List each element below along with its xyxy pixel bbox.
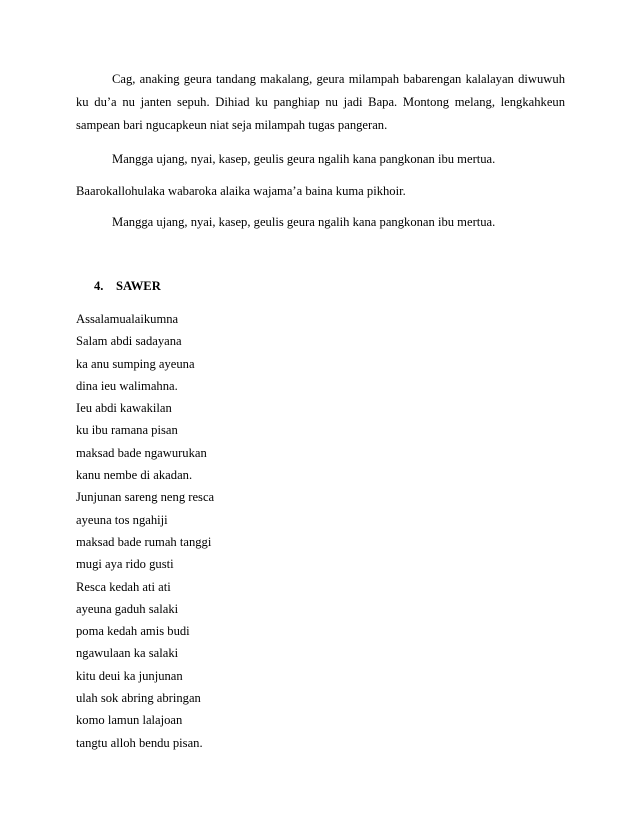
verse-line: Assalamualaikumna bbox=[76, 312, 179, 326]
section-heading bbox=[94, 276, 161, 296]
verse-line: Ieu abdi kawakilan bbox=[76, 401, 172, 416]
section-title: SAWER bbox=[116, 279, 161, 293]
verse-line: poma kedah amis budi bbox=[76, 624, 190, 639]
paragraph-prayer: Baarokallohulaka wabaroka alaika wajama’a baina kuma pikhoir. bbox=[76, 184, 406, 198]
verse-line: maksad bade ngawurukan bbox=[76, 445, 207, 460]
verse-line: Junjunan sareng neng resca bbox=[76, 490, 215, 505]
verse-line: komo lamun lalajoan bbox=[76, 713, 183, 728]
verse-line: ayeuna gaduh salaki bbox=[76, 601, 179, 616]
sawer-verse bbox=[76, 308, 214, 754]
verse-line: Salam abdi sadayana bbox=[76, 334, 182, 349]
verse-line: tangtu alloh bendu pisan. bbox=[76, 735, 203, 750]
verse-line: ayeuna tos ngahiji bbox=[76, 512, 168, 527]
paragraph-invitation-repeat: Mangga ujang, nyai, kasep, geulis geura ngalih kana pangkonan ibu mertua. bbox=[112, 215, 496, 229]
section-number: 4. bbox=[94, 279, 104, 293]
verse-line: maksad bade rumah tanggi bbox=[76, 534, 212, 549]
verse-line: dina ieu walimahna. bbox=[76, 378, 178, 393]
verse-line: kitu deui ka junjunan bbox=[76, 668, 183, 683]
paragraph-invitation: Mangga ujang, nyai, kasep, geulis geura ngalih kana pangkonan ibu mertua. bbox=[112, 152, 496, 166]
verse-line: Resca kedah ati ati bbox=[76, 579, 171, 594]
verse-line: ku ibu ramana pisan bbox=[76, 423, 178, 438]
verse-line: ngawulaan ka salaki bbox=[76, 646, 179, 661]
verse-line: ulah sok abring abringan bbox=[76, 691, 201, 706]
paragraph-opening: Cag, anaking geura tandang makalang, geura milampah babarengan kalalayan diwuwuh ku du’a nu janten sepuh. Dihiad ku panghiap nu jadi Bapa. Montong melang, lengkahkeun sampean bari ngucapkeun niat seja milampah tugas pangeran. bbox=[76, 72, 565, 132]
verse-line: kanu nembe di akadan. bbox=[76, 468, 193, 483]
verse-line: mugi aya rido gusti bbox=[76, 557, 174, 572]
verse-line: ka anu sumping ayeuna bbox=[76, 356, 195, 371]
